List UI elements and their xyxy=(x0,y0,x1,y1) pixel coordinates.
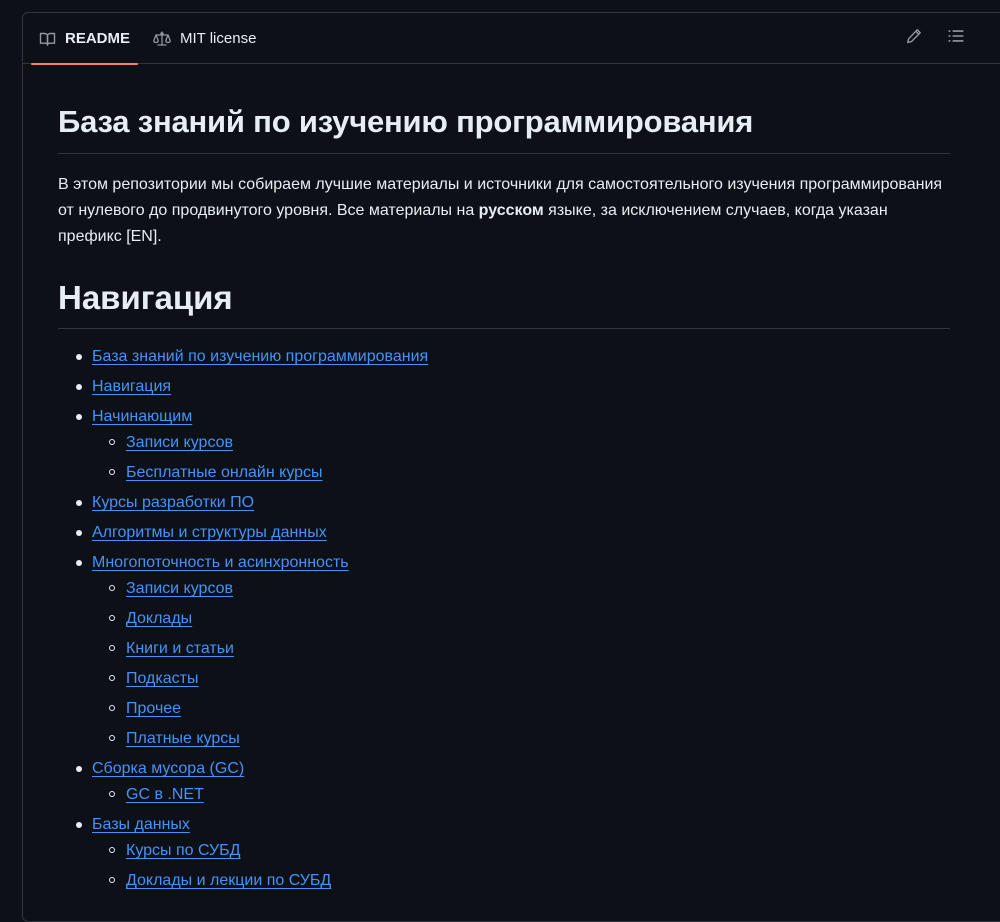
tab-license-label: MIT license xyxy=(180,30,257,47)
list-icon xyxy=(948,28,964,49)
edit-file-button[interactable] xyxy=(903,27,925,49)
readme-panel xyxy=(22,12,1000,922)
toc-subitem xyxy=(92,462,950,484)
tab-readme[interactable] xyxy=(39,13,130,64)
readme-title: База знаний по изучению программирования xyxy=(58,65,950,154)
toc-item xyxy=(58,346,950,368)
toc-subitem xyxy=(92,668,950,690)
readme-intro xyxy=(58,154,950,250)
toc-link[interactable]: Начинающим xyxy=(92,408,193,425)
toc-link[interactable]: Базы данных xyxy=(92,816,190,833)
toc-sublink[interactable]: Платные курсы xyxy=(126,730,240,747)
toc-subitem xyxy=(92,608,950,630)
toc-subitem xyxy=(92,728,950,750)
toc-link[interactable]: Многопоточность и асинхронность xyxy=(92,554,349,571)
toc-subitem xyxy=(92,784,950,806)
toc-sublist xyxy=(92,578,950,750)
law-icon xyxy=(153,31,171,47)
toc-item xyxy=(58,376,950,398)
toc-item xyxy=(58,522,950,544)
toc-sublist xyxy=(92,784,950,806)
toc-subitem xyxy=(92,578,950,600)
toc-subitem xyxy=(92,870,950,892)
toc-link[interactable]: Сборка мусора (GC) xyxy=(92,760,245,777)
tab-readme-label: README xyxy=(65,30,131,47)
toc-sublink[interactable]: GC в .NET xyxy=(126,786,204,803)
toc-item xyxy=(58,406,950,484)
toc-item xyxy=(58,758,950,806)
toc-item xyxy=(58,814,950,892)
table-of-contents xyxy=(58,329,950,892)
outline-button[interactable] xyxy=(945,27,967,49)
intro-bold-text: русском xyxy=(478,202,544,219)
readme-tabbar xyxy=(23,13,1000,64)
toc-sublink[interactable]: Бесплатные онлайн курсы xyxy=(126,464,323,481)
toc-sublink[interactable]: Записи курсов xyxy=(126,580,234,597)
toc-sublist xyxy=(92,840,950,892)
pencil-icon xyxy=(906,28,922,49)
toc-item xyxy=(58,492,950,514)
toc-link[interactable]: База знаний по изучению программирования xyxy=(92,348,429,365)
toc-sublink[interactable]: Доклады xyxy=(126,610,193,627)
toc-subitem xyxy=(92,698,950,720)
tab-license[interactable] xyxy=(153,13,256,64)
intro-text-1: В этом репозитории мы собираем лучшие материалы и источники для самостоятельного изучения программирования от нулевого до продвинутого уровня. Все материалы на xyxy=(58,176,943,219)
toc-subitem xyxy=(92,432,950,454)
toc-sublist xyxy=(92,432,950,484)
toc-item xyxy=(58,552,950,750)
navigation-heading: Навигация xyxy=(58,250,950,329)
toc-sublink[interactable]: Книги и статьи xyxy=(126,640,234,657)
toc-link[interactable]: Курсы разработки ПО xyxy=(92,494,255,511)
toc-link[interactable]: Навигация xyxy=(92,378,172,395)
toc-subitem xyxy=(92,638,950,660)
book-icon xyxy=(39,31,56,47)
readme-content xyxy=(58,65,950,900)
toc-sublink[interactable]: Прочее xyxy=(126,700,182,717)
toc-subitem xyxy=(92,840,950,862)
toc-sublink[interactable]: Доклады и лекции по СУБД xyxy=(126,872,332,889)
toc-sublink[interactable]: Курсы по СУБД xyxy=(126,842,241,859)
toc-sublink[interactable]: Записи курсов xyxy=(126,434,234,451)
toc-link[interactable]: Алгоритмы и структуры данных xyxy=(92,524,327,541)
toc-sublink[interactable]: Подкасты xyxy=(126,670,199,687)
intro-text-2: языке, за исключением случаев, когда указан префикс [EN]. xyxy=(58,202,888,245)
